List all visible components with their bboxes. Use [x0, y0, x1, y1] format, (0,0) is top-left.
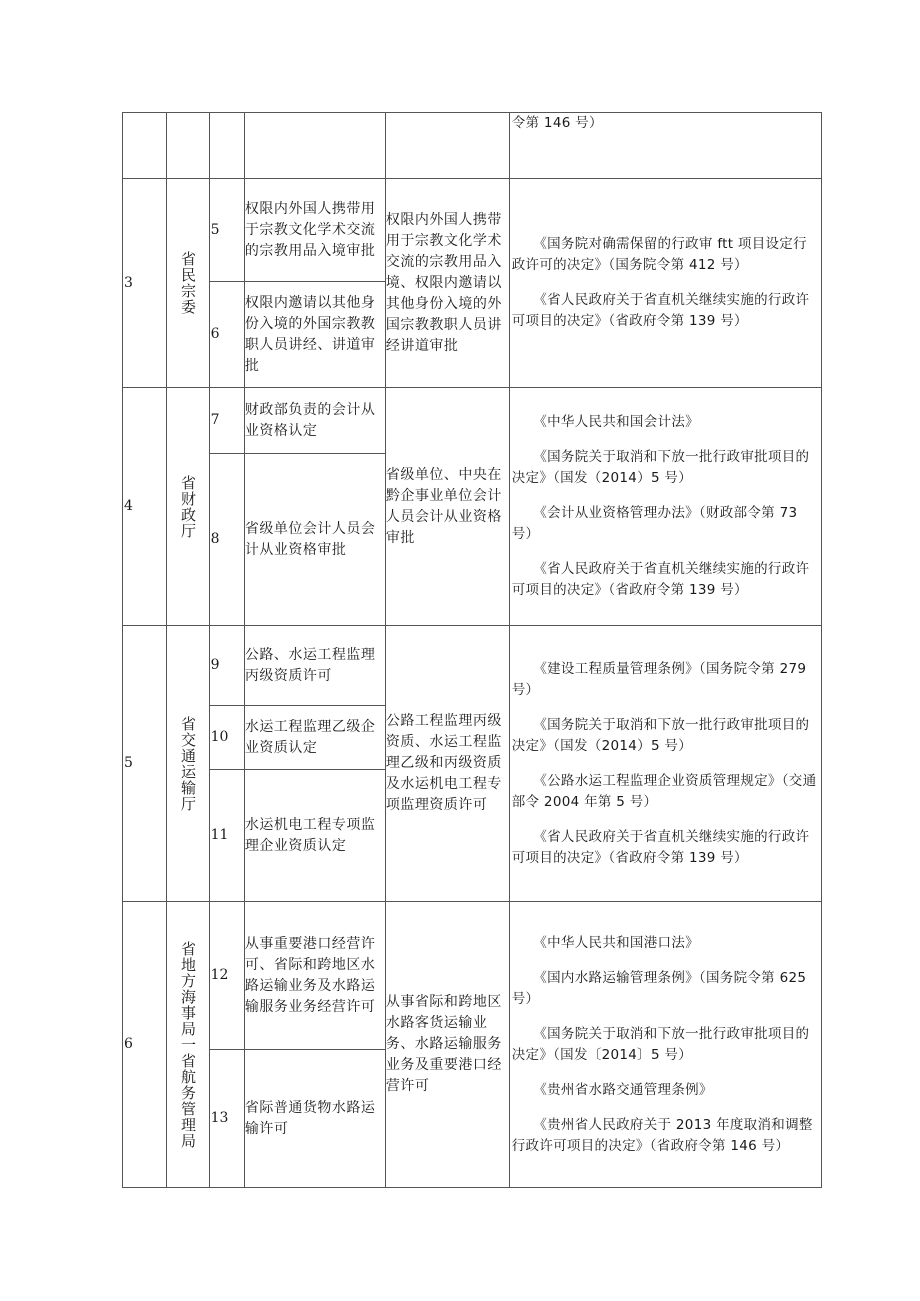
legal-basis-line: 《中华人民共和国会计法》	[533, 414, 699, 430]
legal-basis-line: 《国务院关于取消和下放一批行政审批项目的决定》（国发（2014）5 号）	[511, 716, 810, 754]
dept-cell	[167, 179, 209, 388]
legal-basis-line: 《公路水运工程监理企业资质管理规定》（交通部令 2004 年第 5 号）	[511, 772, 817, 810]
item-name: 水运工程监理乙级企业资质认定	[244, 706, 385, 770]
num-cell	[209, 113, 244, 179]
legal-basis-line: 令第 146 号）	[511, 115, 603, 131]
legal-basis-line: 《省人民政府关于省直机关继续实施的行政许可项目的决定》（省政府令第 139 号）	[511, 828, 810, 866]
legal-basis-line: 《省人民政府关于省直机关继续实施的行政许可项目的决定》（省政府令第 139 号）	[511, 561, 810, 598]
legal-basis-line: 《建设工程质量管理条例》（国务院令第 279 号）	[511, 660, 807, 698]
merged-item-cell	[385, 113, 509, 179]
item-name: 省际普通货物水路运输许可	[244, 1050, 385, 1188]
legal-basis-line: 《会计从业资格管理办法》（财政部令第 73 号）	[511, 505, 798, 542]
table-row	[123, 113, 822, 179]
seq-cell: 4	[123, 388, 167, 626]
dept-cell	[167, 113, 209, 179]
num-cell: 8	[209, 454, 244, 626]
num-cell: 5	[209, 179, 244, 282]
num-cell: 11	[209, 770, 244, 902]
item-name: 权限内外国人携带用于宗教文化学术交流的宗教用品入境审批	[244, 179, 385, 282]
item-name: 水运机电工程专项监理企业资质认定	[244, 770, 385, 902]
dept-cell	[167, 388, 209, 626]
seq-cell	[123, 113, 167, 179]
seq-cell: 3	[123, 179, 167, 388]
item-name: 权限内邀请以其他身份入境的外国宗教教职人员讲经、讲道审批	[244, 282, 385, 388]
legal-basis-line: 《贵州省人民政府关于 2013 年度取消和调整行政许可项目的决定》（省政府令第 146 号）	[511, 1116, 813, 1154]
item-name: 公路、水运工程监理丙级资质许可	[244, 626, 385, 706]
num-cell: 13	[209, 1050, 244, 1188]
merged-item-name: 从事省际和跨地区水路客货运输业务、水路运输服务业务及重要港口经营许可	[385, 902, 509, 1188]
legal-basis-line: 《贵州省水路交通管理条例》	[533, 1081, 713, 1098]
legal-basis-cell	[509, 179, 821, 388]
num-cell: 6	[209, 282, 244, 388]
legal-basis-line: 《国内水路运输管理条例》（国务院令第 625 号）	[511, 969, 807, 1007]
dept-cell	[167, 626, 209, 902]
legal-basis-line: 《省人民政府关于省直机关继续实施的行政许可项目的决定》（省政府令第 139 号）	[511, 292, 810, 329]
num-cell: 12	[209, 902, 244, 1050]
merged-item-name: 权限内外国人携带用于宗教文化学术交流的宗教用品入境、权限内邀请以其他身份入境的外国宗教教职人员讲经讲道审批	[385, 179, 509, 388]
item-name: 从事重要港口经营许可、省际和跨地区水路运输业务及水路运输服务业务经营许可	[244, 902, 385, 1050]
legal-basis-cell	[509, 113, 821, 179]
table-row	[123, 902, 822, 1050]
legal-basis-line: 《国务院关于取消和下放一批行政审批项目的决定》（国发（2014）5 号）	[511, 449, 810, 486]
table-row	[123, 179, 822, 282]
legal-basis-cell	[509, 902, 821, 1188]
item-name: 财政部负责的会计从业资格认定	[244, 388, 385, 454]
dept-name: 省民宗委	[178, 251, 197, 315]
merged-item-name: 公路工程监理丙级资质、水运工程监理乙级和丙级资质及水运机电工程专项监理资质许可	[385, 626, 509, 902]
legal-basis-line: 《中华人民共和国港口法》	[533, 934, 699, 951]
dept-name: 省地方海事局一省航务管理局	[178, 940, 197, 1149]
legal-basis-line: 《国务院关于取消和下放一批行政审批项目的决定》（国发〔2014〕5 号）	[511, 1025, 810, 1063]
num-cell: 9	[209, 626, 244, 706]
seq-cell: 6	[123, 902, 167, 1188]
legal-basis-cell	[509, 626, 821, 902]
merged-item-name: 省级单位、中央在黔企事业单位会计人员会计从业资格审批	[385, 388, 509, 626]
legal-basis-line: 《国务院对确需保留的行政审 ftt 项目设定行政许可的决定》（国务院令第 412 号）	[511, 236, 807, 273]
dept-name: 省交通运输厅	[178, 715, 197, 812]
approval-items-table	[122, 112, 822, 1188]
num-cell: 10	[209, 706, 244, 770]
dept-cell	[167, 902, 209, 1188]
seq-cell: 5	[123, 626, 167, 902]
item-name: 省级单位会计人员会计从业资格审批	[244, 454, 385, 626]
legal-basis-cell	[509, 388, 821, 626]
table-row	[123, 388, 822, 454]
item-cell	[244, 113, 385, 179]
table-row	[123, 626, 822, 706]
dept-name: 省财政厅	[178, 474, 197, 539]
num-cell: 7	[209, 388, 244, 454]
